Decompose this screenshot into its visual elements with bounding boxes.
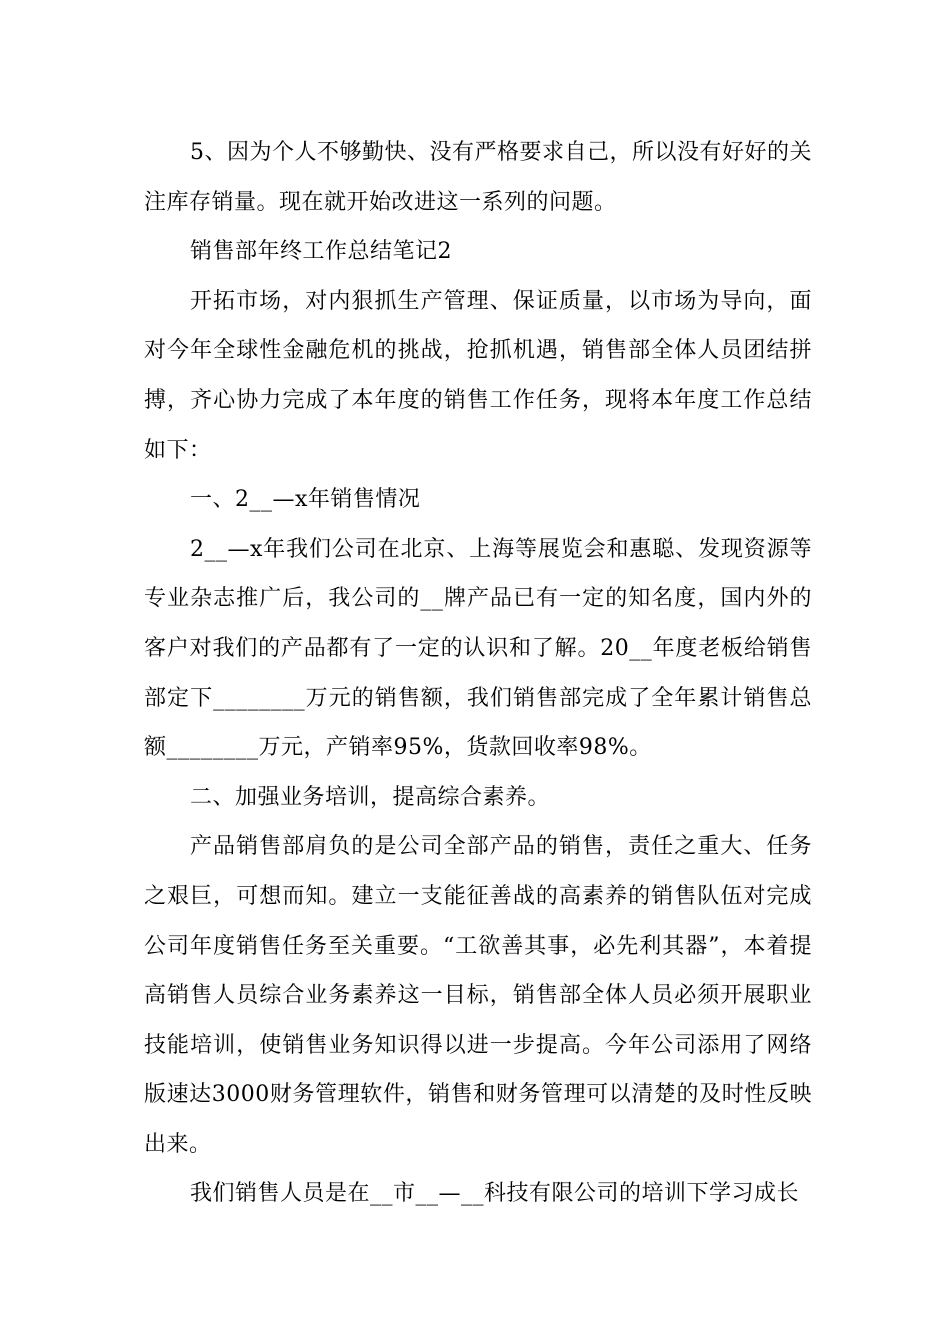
paragraph-business-training: 产品销售部肩负的是公司全部产品的销售，责任之重大、任务之艰巨，可想而知。建立一支能征善战的高素养的销售队伍对完成公司年度销售任务至关重要。“工欲善其事，必先利其器”，本着提高销售人员综合业务素养这一目标，销售部全体人员必须开展职业技能培训，使销售业务知识得以进一步提高。今年公司添用了网络版速达3000财务管理软件，销售和财务管理可以清楚的及时性反映出来。 xyxy=(144,834,812,1157)
paragraph-point-5: 5、因为个人不够勤快、没有严格要求自己，所以没有好好的关注库存销量。现在就开始改进这一系列的问题。 xyxy=(144,140,812,215)
paragraph-sales-staff: 我们销售人员是在__市__—__科技有限公司的培训下学习成长 xyxy=(190,1181,800,1207)
document-body xyxy=(144,128,812,1219)
heading-business-training: 二、加强业务培训，提高综合素养。 xyxy=(190,784,551,810)
section-title-notes-2: 销售部年终工作总结笔记2 xyxy=(190,239,452,265)
paragraph-sales-situation: 2__—x年我们公司在北京、上海等展览会和惠聪、发现资源等专业杂志推广后，我公司的__牌产品已有一定的知名度，国内外的客户对我们的产品都有了一定的认识和了解。20__年度老板给销售部定下________万元的销售额，我们销售部完成了全年累计销售总额________万元，产销率95%，货款回收率98%。 xyxy=(144,536,812,761)
heading-sales-situation: 一、2__—x年销售情况 xyxy=(190,487,421,513)
paragraph-intro: 开拓市场，对内狠抓生产管理、保证质量，以市场为导向，面对今年全球性金融危机的挑战，抢抓机遇，销售部全体人员团结拼搏，齐心协力完成了本年度的销售工作任务，现将本年度工作总结如下： xyxy=(144,288,812,463)
